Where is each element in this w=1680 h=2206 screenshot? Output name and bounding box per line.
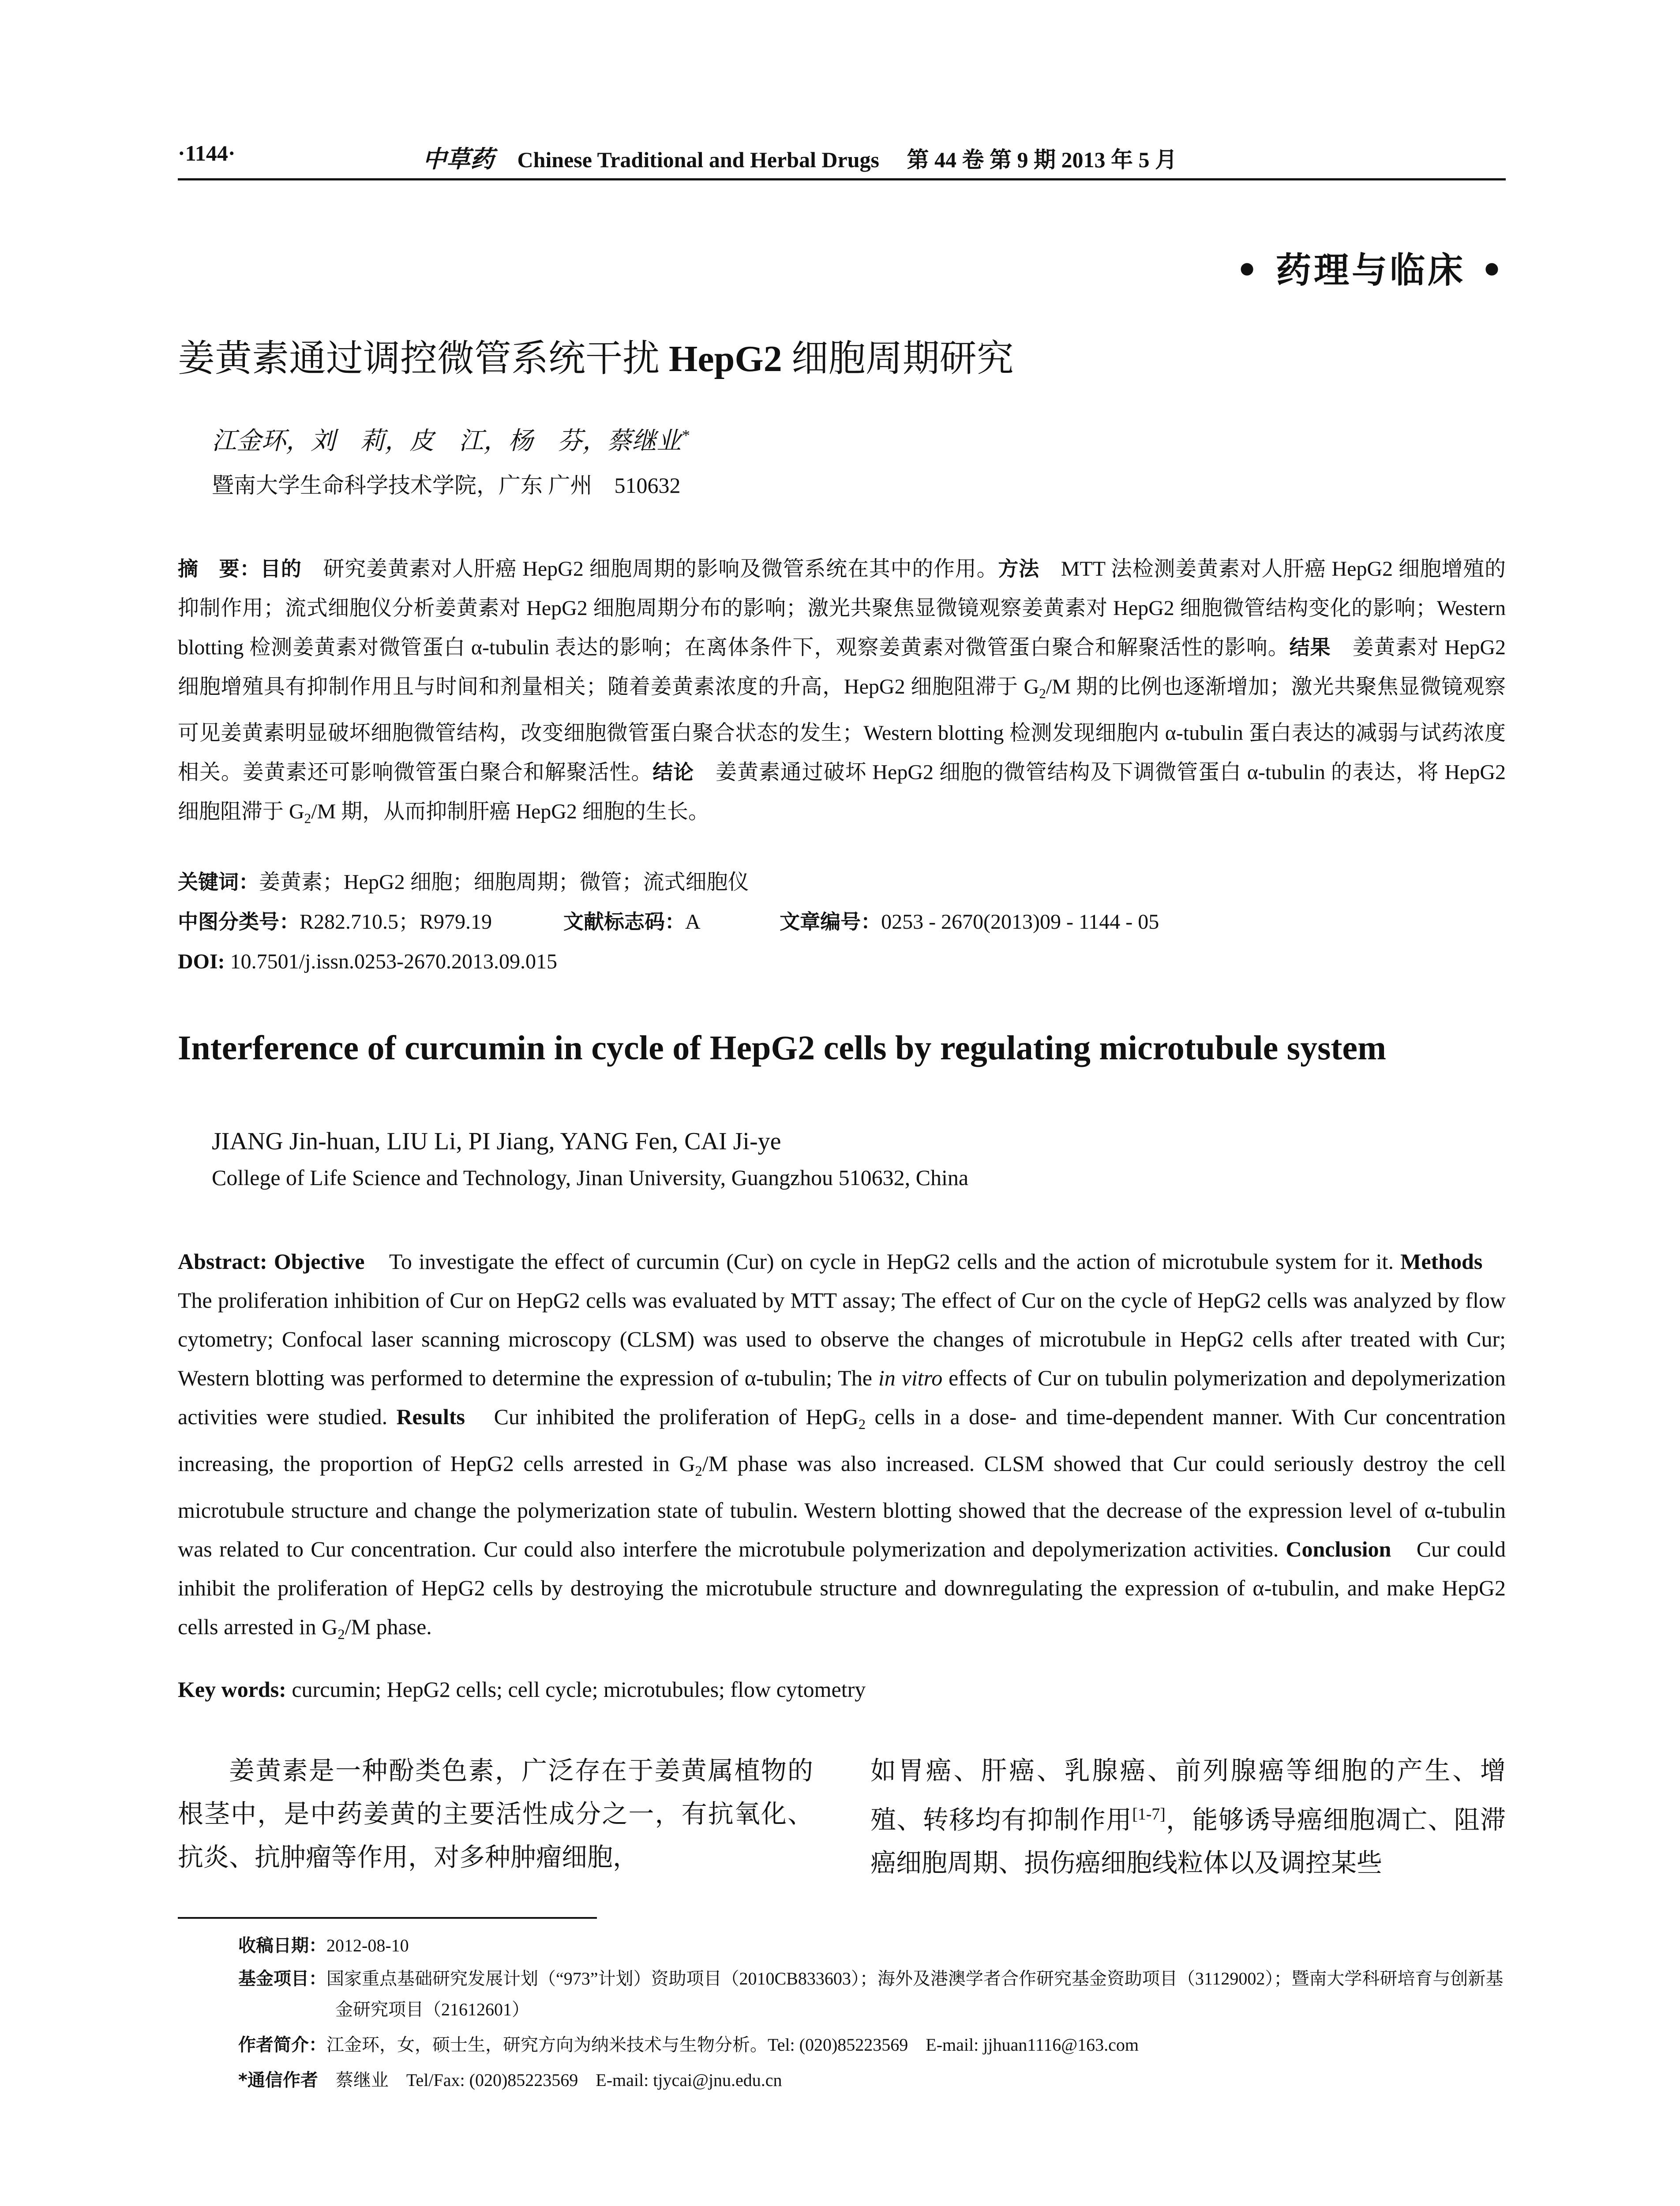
results-en-text: cells in a dose- and time-dependent manner. With Cur concentration increasing, the proportion of HepG2 cells arrested in G (178, 1404, 1506, 1476)
fund-text: 国家重点基础研究发展计划（“973”计划）资助项目（2010CB833603）；海外及港澳学者合作研究基金资助项目（31129002）；暨南大学科研培育与创新基金研究项目（21612601） (326, 1969, 1504, 2019)
authors-en: JIANG Jin-huan, LIU Li, PI Jiang, YANG Fen, CAI Ji-ye (212, 1128, 781, 1155)
corresponding-mark: * (681, 426, 690, 444)
authors-cn-names: 江金环，刘 莉，皮 江，杨 芬，蔡继业 (212, 428, 681, 455)
body-column-left: 姜黄素是一种酚类色素，广泛存在于姜黄属植物的根茎中，是中药姜黄的主要活性成分之一，有抗氧化、抗炎、抗肿瘤等作用，对多种肿瘤细胞， (178, 1756, 813, 1872)
journal-name-en: Chinese Traditional and Herbal Drugs (517, 147, 879, 172)
body-column-right (870, 1749, 1506, 1885)
results-text: /M 期的比例也逐渐增加；激光共聚焦显微镜观察可见姜黄素明显破坏细胞微管结构，改变细胞微管蛋白聚合状态的发生；Western blotting 检测发现细胞内 α-tubulin 蛋白表达的减弱与试药浓度相关。姜黄素还可影响微管蛋白聚合和解聚活性。 (178, 675, 1506, 784)
doi-line (178, 942, 1506, 981)
objective-text: 研究姜黄素对人肝癌 HepG2 细胞周期的影响及微管系统在其中的作用。 (301, 557, 998, 581)
header-rule (178, 178, 1506, 180)
results-en-text: /M phase was also increased. CLSM showed that Cur could seriously destroy the cell microtubule structure and change the polymerization state of tubulin. Western blotting showed that the decrease of the expression level of α-tubulin was related to Cur concentration. Cur could also interfere the microtubule polymerization and depolymerization activities. (178, 1451, 1506, 1561)
bio-text: 江金环，女，硕士生，研究方向为纳米技术与生物分析。Tel: (020)85223569 E-mail: jjhuan1116@163.com (326, 2035, 1139, 2055)
title-cn (178, 329, 1014, 382)
conclusion-text: /M 期，从而抑制肝癌 HepG2 细胞的生长。 (311, 799, 709, 823)
journal-name-cn: 中草药 (423, 146, 494, 173)
results-text: 姜黄素对 HepG2 细胞增殖具有抑制作用且与时间和剂量相关；随着姜黄素浓度的升高，HepG2 细胞阻滞于 G (178, 636, 1506, 698)
subscript: 2 (304, 810, 311, 826)
title-cn-part: 姜黄素通过调控微管系统干扰 (178, 338, 669, 379)
footnote-author-bio (238, 2030, 1509, 2060)
doc-code-value: A (685, 910, 700, 934)
classification-line (178, 902, 1506, 942)
objective-label: 目的 (260, 557, 302, 581)
article-no-label: 文章编号： (780, 910, 881, 934)
conclusion-en-text: /M phase. (345, 1614, 432, 1639)
methods-en-label: Methods (1400, 1249, 1483, 1274)
keywords-cn-label: 关键词： (178, 870, 259, 894)
fund-label: 基金项目： (238, 1969, 326, 1989)
footnote-rule (178, 1917, 597, 1919)
methods-en-text: The proliferation inhibition of Cur on HepG2 cells was evaluated by MTT assay; The effect of Cur on the cycle of HepG2 cells was analyzed by flow cytometry; Confocal laser scanning microscopy (CLSM) was used to observe the changes of microtubule in HepG2 cells after treated with Cur; Western blotting was performed to determine the expression of α-tubulin; The (178, 1249, 1506, 1390)
methods-en-text: effects of Cur on tubulin polymerization and depolymerization activities were studied. (178, 1366, 1506, 1429)
conclusion-en-label: Conclusion (1286, 1537, 1391, 1561)
subscript: 2 (858, 1417, 866, 1433)
keywords-en-text: curcumin; HepG2 cells; cell cycle; microtubules; flow cytometry (286, 1677, 866, 1702)
corr-label: *通信作者 (238, 2070, 318, 2090)
objective-en-text: To investigate the effect of curcumin (Cur) on cycle in HepG2 cells and the action of microtubule system for it. (364, 1249, 1401, 1274)
abstract-cn-label: 摘 要： (178, 557, 261, 581)
column-tag: • 药理与临床 • (1236, 250, 1506, 291)
conclusion-en-text: Cur could inhibit the proliferation of HepG2 cells by destroying the microtubule structure and downregulating the expression of α-tubulin, and make HepG2 cells arrested in G (178, 1537, 1506, 1639)
conclusion-label: 结论 (652, 760, 694, 784)
affiliation-cn: 暨南大学生命科学技术学院，广东 广州 510632 (212, 473, 681, 498)
methods-label: 方法 (998, 557, 1039, 581)
footnote-received (238, 1930, 1509, 1961)
body-text: ，能够诱导癌细胞凋亡、阻滞癌细胞周期、损伤癌细胞线粒体以及调控某些 (870, 1805, 1506, 1878)
running-header (178, 140, 1506, 180)
subscript: 2 (1039, 686, 1046, 702)
doc-code-label: 文献标志码： (563, 910, 686, 934)
results-en-label: Results (396, 1404, 465, 1429)
keywords-cn (178, 863, 1506, 902)
clc-label: 中图分类号： (178, 910, 300, 934)
doi-label: DOI: (178, 950, 225, 973)
abstract-en-label: Abstract: Objective (178, 1249, 365, 1274)
page-number: ·1144· (178, 141, 236, 165)
abstract-en (178, 1242, 1506, 1654)
article-no-value: 0253 - 2670(2013)09 - 1144 - 05 (881, 910, 1159, 934)
title-cn-part: HepG2 (669, 338, 782, 379)
title-cn-part: 细胞周期研究 (782, 338, 1014, 379)
affiliation-en: College of Life Science and Technology, Jinan University, Guangzhou 510632, China (212, 1165, 969, 1190)
received-date: 2012-08-10 (326, 1936, 409, 1955)
received-label: 收稿日期： (238, 1936, 326, 1956)
keywords-cn-text: 姜黄素；HepG2 细胞；细胞周期；微管；流式细胞仪 (259, 870, 749, 894)
footnote-fund (238, 1963, 1509, 2025)
conclusion-text: 姜黄素通过破坏 HepG2 细胞的微管结构及下调微管蛋白 α-tubulin 的表达，将 HepG2 细胞阻滞于 G (178, 760, 1506, 823)
methods-text: MTT 法检测姜黄素对人肝癌 HepG2 细胞增殖的抑制作用；流式细胞仪分析姜黄素对 HepG2 细胞周期分布的影响；激光共聚焦显微镜观察姜黄素对 HepG2 细胞微管结构变化的影响；Western blotting 检测姜黄素对微管蛋白 α-tubulin 表达的影响；在离体条件下，观察姜黄素对微管蛋白聚合和解聚活性的影响。 (178, 557, 1506, 659)
bio-label: 作者简介： (238, 2035, 326, 2055)
results-label: 结果 (1289, 635, 1331, 659)
in-vitro-italic: in vitro (878, 1366, 943, 1390)
authors-cn (212, 421, 689, 457)
footnote-corresponding (238, 2065, 1509, 2096)
keywords-en-label: Key words: (178, 1677, 286, 1702)
subscript: 2 (338, 1627, 345, 1643)
doi-value[interactable]: 10.7501/j.issn.0253-2670.2013.09.015 (225, 950, 558, 973)
body-text: 如胃癌、肝癌、乳腺癌、前列腺癌等细胞的产生、增殖、转移均有抑制作用 (870, 1756, 1506, 1835)
subscript: 2 (695, 1463, 702, 1479)
keywords-en (178, 1677, 866, 1702)
corr-text: 蔡继业 Tel/Fax: (020)85223569 E-mail: tjycai@jnu.edu.cn (318, 2070, 782, 2090)
results-en-text: Cur inhibited the proliferation of HepG (465, 1404, 859, 1429)
journal-issue: 第 44 卷 第 9 期 2013 年 5 月 (907, 147, 1177, 172)
journal-name (423, 140, 1177, 174)
abstract-cn (178, 549, 1506, 838)
citation-ref[interactable]: [1-7] (1132, 1805, 1166, 1823)
clc-value: R282.710.5；R979.19 (300, 910, 492, 934)
title-en: Interference of curcumin in cycle of HepG2 cells by regulating microtubule system (178, 1028, 1386, 1067)
